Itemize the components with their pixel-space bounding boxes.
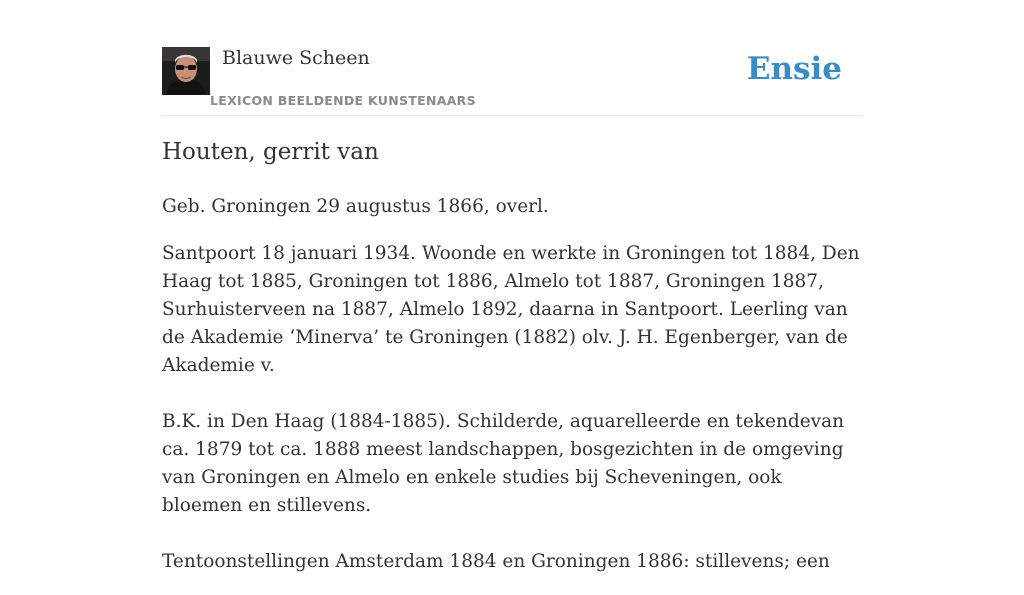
article-paragraph: B.K. in Den Haag (1884-1885). Schilderde, aquarelleerde en tekendevan ca. 1879 tot ca. 1888 meest landschappen, bosgezichten in de omgeving van Groningen en Almelo en enkele studies bij Scheveningen, ook bloemen en stillevens.: [162, 411, 845, 516]
avatar-photo: [162, 47, 210, 95]
article-paragraph: Geb. Groningen 29 augustus 1866, overl.: [162, 196, 549, 217]
article-title: Houten, gerrit van: [162, 139, 379, 165]
author-avatar[interactable]: [162, 47, 210, 95]
article-body: [162, 193, 862, 595]
article-header: [162, 46, 862, 116]
author-name[interactable]: Blauwe Scheen: [222, 47, 370, 69]
collection-name[interactable]: LEXICON BEELDENDE KUNSTENAARS: [210, 93, 476, 108]
article-paragraph: Tentoonstellingen Amsterdam 1884 en Groningen 1886: stillevens; een: [162, 551, 830, 572]
brand-logo[interactable]: Ensie: [746, 51, 842, 87]
article-paragraph: Santpoort 18 januari 1934. Woonde en werkte in Groningen tot 1884, Den Haag tot 1885, Groningen tot 1886, Almelo tot 1887, Groningen 1887, Surhuisterveen na 1887, Almelo 1892, daarna in Santpoort. Leerling van de Akademie ‘Minerva’ te Groningen (1882) olv. J. H. Egenberger, van de Akademie v.: [162, 243, 860, 376]
